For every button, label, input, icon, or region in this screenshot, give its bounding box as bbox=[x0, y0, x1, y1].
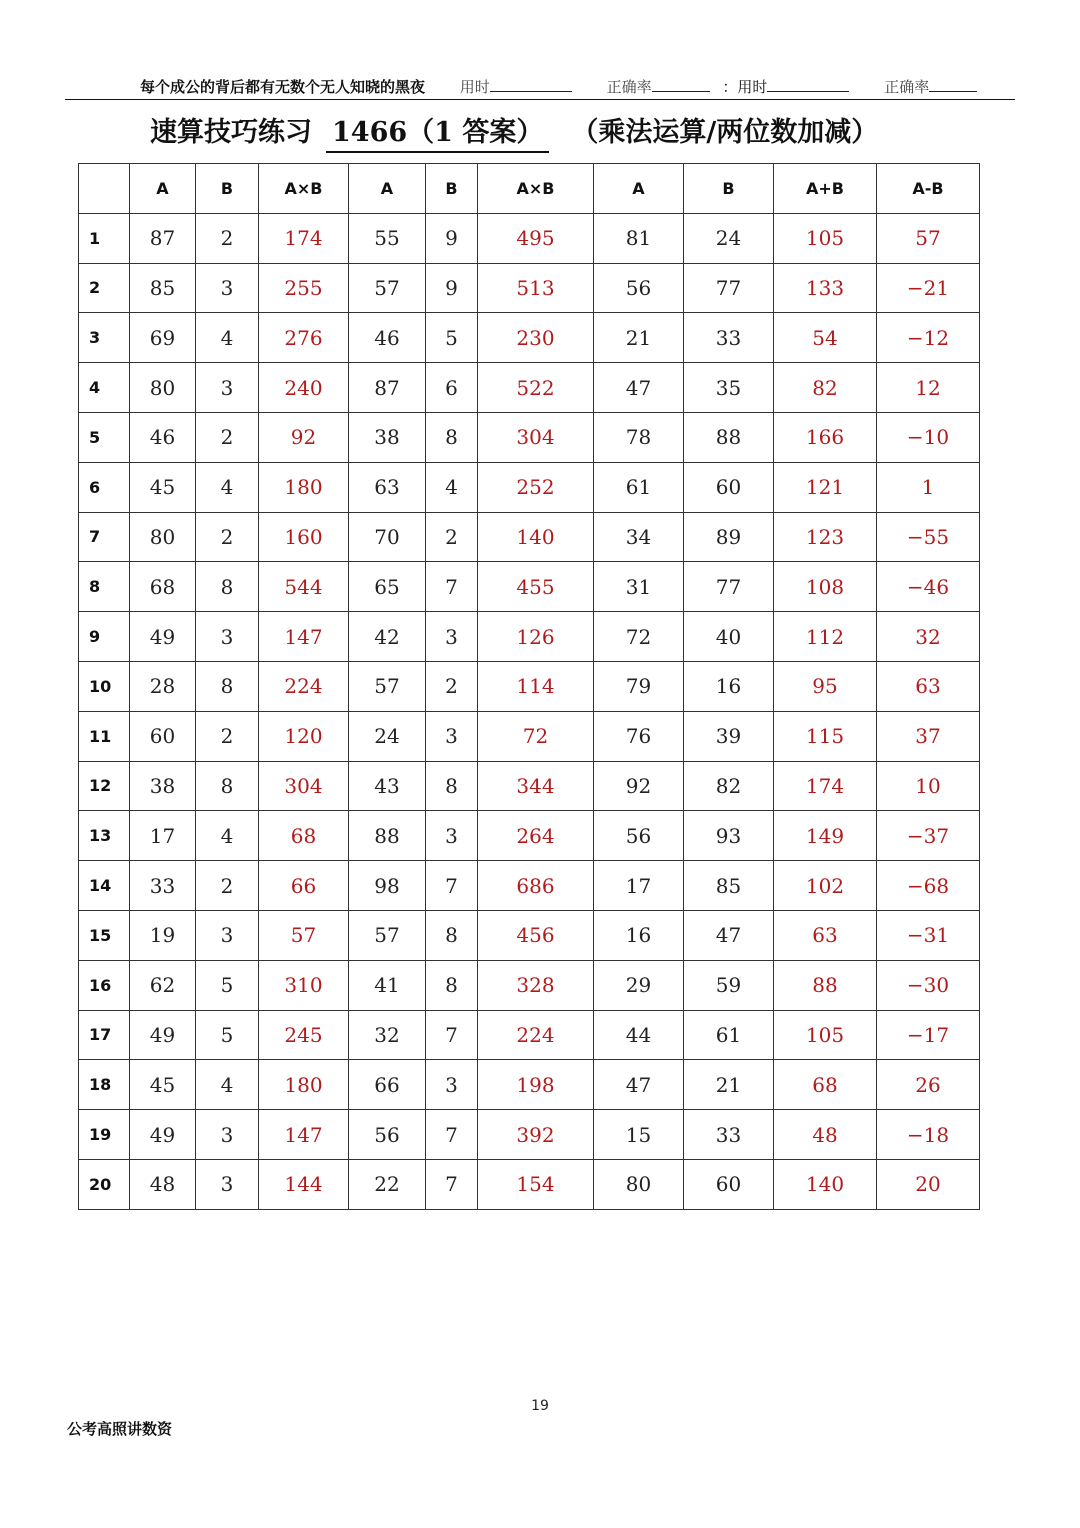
column-header: A bbox=[130, 164, 196, 214]
table-header-row bbox=[79, 164, 980, 214]
answer-cell: −18 bbox=[877, 1110, 980, 1160]
answer-cell: 495 bbox=[478, 213, 594, 263]
operand-cell: 85 bbox=[130, 263, 196, 313]
answer-cell: −37 bbox=[877, 811, 980, 861]
operand-cell: 62 bbox=[130, 960, 196, 1010]
operand-cell: 38 bbox=[349, 412, 426, 462]
practice-table bbox=[78, 163, 980, 1210]
table-row bbox=[79, 213, 980, 263]
table-row bbox=[79, 462, 980, 512]
operand-cell: 47 bbox=[594, 363, 684, 413]
accuracy-label: 正确率 bbox=[606, 78, 652, 96]
operand-cell: 4 bbox=[196, 811, 259, 861]
column-header: B bbox=[196, 164, 259, 214]
operand-cell: 2 bbox=[196, 711, 259, 761]
answer-cell: 544 bbox=[259, 562, 349, 612]
title-main: 速算技巧练习 bbox=[150, 117, 312, 148]
operand-cell: 3 bbox=[196, 910, 259, 960]
answer-cell: 63 bbox=[877, 661, 980, 711]
row-number: 9 bbox=[79, 612, 130, 662]
table-row bbox=[79, 263, 980, 313]
operand-cell: 82 bbox=[684, 761, 774, 811]
answer-cell: 174 bbox=[259, 213, 349, 263]
operand-cell: 33 bbox=[684, 1110, 774, 1160]
answer-cell: 105 bbox=[774, 213, 877, 263]
row-number: 16 bbox=[79, 960, 130, 1010]
answer-cell: −55 bbox=[877, 512, 980, 562]
operand-cell: 46 bbox=[349, 313, 426, 363]
row-number: 3 bbox=[79, 313, 130, 363]
answer-cell: 224 bbox=[478, 1010, 594, 1060]
answer-cell: 174 bbox=[774, 761, 877, 811]
operand-cell: 22 bbox=[349, 1159, 426, 1209]
operand-cell: 47 bbox=[594, 1060, 684, 1110]
operand-cell: 9 bbox=[426, 263, 478, 313]
answer-cell: 344 bbox=[478, 761, 594, 811]
operand-cell: 32 bbox=[349, 1010, 426, 1060]
operand-cell: 61 bbox=[684, 1010, 774, 1060]
time-blank bbox=[767, 77, 849, 92]
operand-cell: 85 bbox=[684, 861, 774, 911]
answer-cell: 147 bbox=[259, 1110, 349, 1160]
answer-cell: 240 bbox=[259, 363, 349, 413]
table-row bbox=[79, 363, 980, 413]
operand-cell: 7 bbox=[426, 1159, 478, 1209]
table-row bbox=[79, 910, 980, 960]
answer-cell: 20 bbox=[877, 1159, 980, 1209]
answer-cell: 147 bbox=[259, 612, 349, 662]
time-blank bbox=[490, 77, 572, 92]
answer-cell: 112 bbox=[774, 612, 877, 662]
operand-cell: 60 bbox=[684, 462, 774, 512]
answer-cell: 166 bbox=[774, 412, 877, 462]
operand-cell: 41 bbox=[349, 960, 426, 1010]
answer-cell: 245 bbox=[259, 1010, 349, 1060]
table-row bbox=[79, 1010, 980, 1060]
table-row bbox=[79, 612, 980, 662]
column-header: B bbox=[684, 164, 774, 214]
operand-cell: 77 bbox=[684, 562, 774, 612]
operand-cell: 46 bbox=[130, 412, 196, 462]
table-row bbox=[79, 861, 980, 911]
operand-cell: 8 bbox=[426, 960, 478, 1010]
table-row bbox=[79, 661, 980, 711]
operand-cell: 8 bbox=[196, 761, 259, 811]
operand-cell: 38 bbox=[130, 761, 196, 811]
answer-cell: 68 bbox=[774, 1060, 877, 1110]
operand-cell: 55 bbox=[349, 213, 426, 263]
accuracy-blank bbox=[929, 77, 977, 92]
operand-cell: 7 bbox=[426, 1010, 478, 1060]
operand-cell: 15 bbox=[594, 1110, 684, 1160]
answer-cell: 140 bbox=[478, 512, 594, 562]
operand-cell: 3 bbox=[196, 363, 259, 413]
table-row bbox=[79, 313, 980, 363]
footer-note: 公考高照讲数资 bbox=[67, 1420, 173, 1438]
operand-cell: 60 bbox=[684, 1159, 774, 1209]
operand-cell: 3 bbox=[426, 1060, 478, 1110]
operand-cell: 35 bbox=[684, 363, 774, 413]
answer-cell: 522 bbox=[478, 363, 594, 413]
accuracy-label: 正确率 bbox=[884, 78, 930, 96]
row-number: 1 bbox=[79, 213, 130, 263]
time-field-1 bbox=[460, 78, 572, 96]
operand-cell: 5 bbox=[196, 960, 259, 1010]
operand-cell: 69 bbox=[130, 313, 196, 363]
answer-cell: −17 bbox=[877, 1010, 980, 1060]
operand-cell: 24 bbox=[684, 213, 774, 263]
row-number: 7 bbox=[79, 512, 130, 562]
operand-cell: 59 bbox=[684, 960, 774, 1010]
answer-cell: 126 bbox=[478, 612, 594, 662]
answer-cell: 32 bbox=[877, 612, 980, 662]
table-row bbox=[79, 761, 980, 811]
operand-cell: 63 bbox=[349, 462, 426, 512]
operand-cell: 56 bbox=[349, 1110, 426, 1160]
row-number: 5 bbox=[79, 412, 130, 462]
operand-cell: 79 bbox=[594, 661, 684, 711]
title-number: 1466（1 答案） bbox=[326, 115, 549, 153]
answer-cell: 95 bbox=[774, 661, 877, 711]
operand-cell: 3 bbox=[196, 1159, 259, 1209]
table-row bbox=[79, 811, 980, 861]
row-number: 13 bbox=[79, 811, 130, 861]
row-number: 15 bbox=[79, 910, 130, 960]
answer-cell: 26 bbox=[877, 1060, 980, 1110]
row-number: 8 bbox=[79, 562, 130, 612]
table-body bbox=[79, 213, 980, 1209]
operand-cell: 88 bbox=[349, 811, 426, 861]
operand-cell: 8 bbox=[196, 661, 259, 711]
operand-cell: 43 bbox=[349, 761, 426, 811]
operand-cell: 4 bbox=[196, 313, 259, 363]
answer-cell: 54 bbox=[774, 313, 877, 363]
operand-cell: 8 bbox=[196, 562, 259, 612]
operand-cell: 17 bbox=[130, 811, 196, 861]
row-number: 6 bbox=[79, 462, 130, 512]
operand-cell: 2 bbox=[426, 512, 478, 562]
answer-cell: 160 bbox=[259, 512, 349, 562]
answer-cell: 82 bbox=[774, 363, 877, 413]
answer-cell: −31 bbox=[877, 910, 980, 960]
operand-cell: 34 bbox=[594, 512, 684, 562]
answer-cell: 455 bbox=[478, 562, 594, 612]
operand-cell: 80 bbox=[130, 512, 196, 562]
operand-cell: 7 bbox=[426, 861, 478, 911]
table-row bbox=[79, 562, 980, 612]
answer-cell: 686 bbox=[478, 861, 594, 911]
operand-cell: 3 bbox=[426, 612, 478, 662]
page-number: 19 bbox=[531, 1398, 549, 1414]
answer-cell: 108 bbox=[774, 562, 877, 612]
operand-cell: 3 bbox=[196, 263, 259, 313]
operand-cell: 2 bbox=[196, 512, 259, 562]
column-header: B bbox=[426, 164, 478, 214]
operand-cell: 3 bbox=[196, 612, 259, 662]
operand-cell: 92 bbox=[594, 761, 684, 811]
operand-cell: 8 bbox=[426, 910, 478, 960]
row-number: 11 bbox=[79, 711, 130, 761]
operand-cell: 28 bbox=[130, 661, 196, 711]
accuracy-blank bbox=[652, 77, 710, 92]
operand-cell: 49 bbox=[130, 1010, 196, 1060]
operand-cell: 16 bbox=[594, 910, 684, 960]
operand-cell: 7 bbox=[426, 562, 478, 612]
operand-cell: 87 bbox=[349, 363, 426, 413]
operand-cell: 45 bbox=[130, 1060, 196, 1110]
accuracy-field-1 bbox=[607, 78, 710, 96]
operand-cell: 21 bbox=[594, 313, 684, 363]
answer-cell: 304 bbox=[478, 412, 594, 462]
operand-cell: 70 bbox=[349, 512, 426, 562]
row-number: 17 bbox=[79, 1010, 130, 1060]
answer-cell: −30 bbox=[877, 960, 980, 1010]
row-number: 20 bbox=[79, 1159, 130, 1209]
accuracy-field-2 bbox=[884, 78, 977, 96]
header-separator: ： bbox=[722, 78, 738, 96]
operand-cell: 45 bbox=[130, 462, 196, 512]
operand-cell: 8 bbox=[426, 761, 478, 811]
answer-cell: 92 bbox=[259, 412, 349, 462]
answer-cell: 10 bbox=[877, 761, 980, 811]
table-row bbox=[79, 960, 980, 1010]
operand-cell: 49 bbox=[130, 612, 196, 662]
table-row bbox=[79, 1060, 980, 1110]
answer-cell: 264 bbox=[478, 811, 594, 861]
row-number: 10 bbox=[79, 661, 130, 711]
answer-cell: 276 bbox=[259, 313, 349, 363]
operand-cell: 3 bbox=[426, 811, 478, 861]
page-header bbox=[140, 76, 977, 100]
operand-cell: 40 bbox=[684, 612, 774, 662]
operand-cell: 5 bbox=[196, 1010, 259, 1060]
answer-cell: 140 bbox=[774, 1159, 877, 1209]
operand-cell: 2 bbox=[196, 861, 259, 911]
operand-cell: 24 bbox=[349, 711, 426, 761]
row-number: 2 bbox=[79, 263, 130, 313]
answer-cell: 328 bbox=[478, 960, 594, 1010]
answer-cell: 123 bbox=[774, 512, 877, 562]
answer-cell: 57 bbox=[259, 910, 349, 960]
answer-cell: 102 bbox=[774, 861, 877, 911]
table-row bbox=[79, 512, 980, 562]
operand-cell: 98 bbox=[349, 861, 426, 911]
operand-cell: 3 bbox=[426, 711, 478, 761]
column-header: A bbox=[594, 164, 684, 214]
table-row bbox=[79, 412, 980, 462]
column-header: A×B bbox=[478, 164, 594, 214]
operand-cell: 19 bbox=[130, 910, 196, 960]
operand-cell: 33 bbox=[684, 313, 774, 363]
operand-cell: 57 bbox=[349, 910, 426, 960]
operand-cell: 7 bbox=[426, 1110, 478, 1160]
answer-cell: −12 bbox=[877, 313, 980, 363]
operand-cell: 68 bbox=[130, 562, 196, 612]
row-number: 18 bbox=[79, 1060, 130, 1110]
table-row bbox=[79, 1159, 980, 1209]
row-number: 4 bbox=[79, 363, 130, 413]
answer-cell: 66 bbox=[259, 861, 349, 911]
answer-cell: 12 bbox=[877, 363, 980, 413]
time-field-2 bbox=[737, 78, 849, 96]
answer-cell: −21 bbox=[877, 263, 980, 313]
answer-cell: 121 bbox=[774, 462, 877, 512]
operand-cell: 60 bbox=[130, 711, 196, 761]
operand-cell: 77 bbox=[684, 263, 774, 313]
operand-cell: 57 bbox=[349, 263, 426, 313]
operand-cell: 56 bbox=[594, 263, 684, 313]
operand-cell: 89 bbox=[684, 512, 774, 562]
answer-cell: 105 bbox=[774, 1010, 877, 1060]
operand-cell: 47 bbox=[684, 910, 774, 960]
operand-cell: 9 bbox=[426, 213, 478, 263]
operand-cell: 57 bbox=[349, 661, 426, 711]
answer-cell: 37 bbox=[877, 711, 980, 761]
operand-cell: 78 bbox=[594, 412, 684, 462]
operand-cell: 4 bbox=[196, 1060, 259, 1110]
answer-cell: 230 bbox=[478, 313, 594, 363]
answer-cell: 144 bbox=[259, 1159, 349, 1209]
operand-cell: 76 bbox=[594, 711, 684, 761]
answer-cell: 63 bbox=[774, 910, 877, 960]
answer-cell: 392 bbox=[478, 1110, 594, 1160]
operand-cell: 33 bbox=[130, 861, 196, 911]
header-motto: 每个成公的背后都有无数个无人知晓的黑夜 bbox=[140, 78, 426, 96]
operand-cell: 72 bbox=[594, 612, 684, 662]
answer-cell: 154 bbox=[478, 1159, 594, 1209]
answer-cell: 224 bbox=[259, 661, 349, 711]
answer-cell: 180 bbox=[259, 462, 349, 512]
answer-cell: 68 bbox=[259, 811, 349, 861]
title-subtitle: （乘法运算/两位数加减） bbox=[571, 117, 879, 148]
operand-cell: 42 bbox=[349, 612, 426, 662]
page-title bbox=[150, 110, 878, 153]
column-header: A+B bbox=[774, 164, 877, 214]
answer-cell: 456 bbox=[478, 910, 594, 960]
table-row bbox=[79, 1110, 980, 1160]
answer-cell: 198 bbox=[478, 1060, 594, 1110]
operand-cell: 93 bbox=[684, 811, 774, 861]
operand-cell: 48 bbox=[130, 1159, 196, 1209]
operand-cell: 29 bbox=[594, 960, 684, 1010]
operand-cell: 61 bbox=[594, 462, 684, 512]
answer-cell: 252 bbox=[478, 462, 594, 512]
column-header bbox=[79, 164, 130, 214]
operand-cell: 87 bbox=[130, 213, 196, 263]
operand-cell: 2 bbox=[196, 213, 259, 263]
answer-cell: 513 bbox=[478, 263, 594, 313]
answer-cell: 48 bbox=[774, 1110, 877, 1160]
operand-cell: 6 bbox=[426, 363, 478, 413]
answer-cell: 180 bbox=[259, 1060, 349, 1110]
time-label: 用时 bbox=[459, 78, 490, 96]
answer-cell: 72 bbox=[478, 711, 594, 761]
row-number: 12 bbox=[79, 761, 130, 811]
row-number: 14 bbox=[79, 861, 130, 911]
operand-cell: 4 bbox=[196, 462, 259, 512]
column-header: A-B bbox=[877, 164, 980, 214]
answer-cell: 88 bbox=[774, 960, 877, 1010]
answer-cell: 310 bbox=[259, 960, 349, 1010]
column-header: A×B bbox=[259, 164, 349, 214]
table-row bbox=[79, 711, 980, 761]
operand-cell: 31 bbox=[594, 562, 684, 612]
answer-cell: 1 bbox=[877, 462, 980, 512]
header-divider bbox=[65, 99, 1015, 100]
operand-cell: 81 bbox=[594, 213, 684, 263]
operand-cell: 5 bbox=[426, 313, 478, 363]
operand-cell: 88 bbox=[684, 412, 774, 462]
operand-cell: 8 bbox=[426, 412, 478, 462]
operand-cell: 80 bbox=[130, 363, 196, 413]
answer-cell: 304 bbox=[259, 761, 349, 811]
operand-cell: 39 bbox=[684, 711, 774, 761]
operand-cell: 66 bbox=[349, 1060, 426, 1110]
operand-cell: 2 bbox=[426, 661, 478, 711]
answer-cell: 120 bbox=[259, 711, 349, 761]
answer-cell: 57 bbox=[877, 213, 980, 263]
answer-cell: −68 bbox=[877, 861, 980, 911]
answer-cell: 255 bbox=[259, 263, 349, 313]
operand-cell: 65 bbox=[349, 562, 426, 612]
operand-cell: 17 bbox=[594, 861, 684, 911]
answer-cell: 114 bbox=[478, 661, 594, 711]
row-number: 19 bbox=[79, 1110, 130, 1160]
time-label: 用时 bbox=[737, 78, 768, 96]
answer-cell: 115 bbox=[774, 711, 877, 761]
answer-cell: 149 bbox=[774, 811, 877, 861]
operand-cell: 16 bbox=[684, 661, 774, 711]
answer-cell: 133 bbox=[774, 263, 877, 313]
operand-cell: 49 bbox=[130, 1110, 196, 1160]
operand-cell: 80 bbox=[594, 1159, 684, 1209]
operand-cell: 44 bbox=[594, 1010, 684, 1060]
operand-cell: 2 bbox=[196, 412, 259, 462]
operand-cell: 4 bbox=[426, 462, 478, 512]
operand-cell: 3 bbox=[196, 1110, 259, 1160]
operand-cell: 21 bbox=[684, 1060, 774, 1110]
operand-cell: 56 bbox=[594, 811, 684, 861]
column-header: A bbox=[349, 164, 426, 214]
answer-cell: −10 bbox=[877, 412, 980, 462]
answer-cell: −46 bbox=[877, 562, 980, 612]
